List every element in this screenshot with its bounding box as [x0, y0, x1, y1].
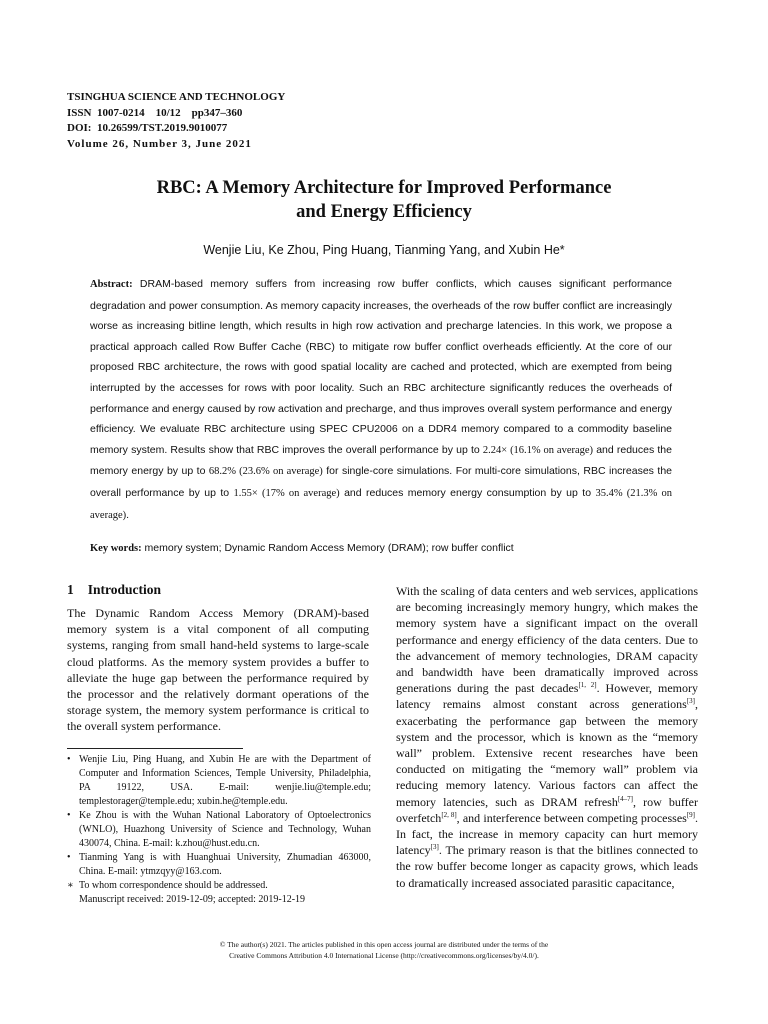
intro-right-text-5: , and interference between competing processes	[456, 810, 687, 825]
intro-right-text-3: , exacerbating the performance gap between the memory system and the processor, which is known as the “memory wall” problem. Extensive recent researches have been conducted on mitigating the “memory wall” problem via reducing memory latency. Various factors can affect the memory latencies, such as DRAM refresh	[396, 697, 698, 809]
abstract-value-2: 68.2% (23.6% on average)	[208, 466, 323, 478]
license-notice	[67, 939, 701, 961]
journal-doi: DOI: 10.26599/TST.2019.9010077	[67, 122, 228, 134]
footnote-marker: ∗	[67, 880, 74, 891]
intro-right-text-6: . In fact, the increase in memory capacity can hurt memory latency	[396, 810, 698, 858]
abstract-text-4: and reduces memory energy consumption by up to	[339, 486, 596, 499]
citation-5: [9]	[686, 810, 695, 819]
intro-right-text-2: . However, memory latency remains almost constant across generations	[396, 681, 698, 712]
keywords-label: Key words:	[90, 543, 142, 554]
abstract-text-1: DRAM-based memory suffers from increasing row buffer conflicts, which causes significant performance degradation and power consumption. As memory capacity increases, the overheads of the row buffer conflict are increasingly worse as increasing bitline length, which results in high row activation and precharge latencies. In this work, we propose a practical approach called Row Buffer Cache (RBC) to mitigate row buffer conflict overheads efficiently. At the core of our proposed RBC architecture, the rows with good spatial locality are cached and protected, which are exempted from being interrupted by the accesses for rows with poor locality. Such an RBC architecture significantly reduces the overheads of performance and energy caused by row activation and precharge, and thus improves overall system performance and energy efficiency. We evaluate RBC architecture using SPEC CPU2006 on a DDR4 memory compared to a commodity baseline memory system. Results show that RBC improves the overall performance by up to	[90, 278, 672, 456]
footnote-item	[67, 851, 371, 879]
footnote-text: Ke Zhou is with the Wuhan National Laboratory of Optoelectronics (WNLO), Huazhong University of Science and Technology, Wuhan 430074, China. E-mail: k.zhou@hust.edu.cn.	[79, 810, 371, 849]
footnote-text: To whom correspondence should be addressed.	[79, 880, 268, 891]
footnote-marker: •	[67, 852, 71, 863]
license-line-1: © The author(s) 2021. The articles published in this open access journal are distributed under the terms of the	[219, 940, 549, 949]
abstract-text-3: for single-core simulations. For multi-core simulations, RBC increases the overall performance by up to	[90, 465, 672, 499]
journal-header	[67, 90, 285, 152]
paper-title-line-2: and Energy Efficiency	[296, 202, 472, 222]
footnote-marker: •	[67, 754, 71, 765]
paper-title-line-1: RBC: A Memory Architecture for Improved Performance	[156, 178, 612, 198]
license-line-2: Creative Commons Attribution 4.0 International License (http://creativecommons.org/licenses/by/4.0/).	[229, 951, 539, 960]
section-number: 1	[67, 582, 74, 597]
intro-right-text-4: , row buffer overfetch	[396, 794, 698, 825]
footnote-text: Tianming Yang is with Huanghuai University, Zhumadian 463000, China. E-mail: ytmzqyy@163.com.	[79, 852, 371, 877]
abstract-value-1: 2.24× (16.1% on average)	[482, 444, 594, 456]
abstract-value-4: 35.4% (21.3% on average)	[90, 487, 672, 521]
footnote-item	[67, 753, 371, 809]
abstract	[90, 274, 672, 526]
paper-title	[67, 176, 701, 224]
abstract-value-3: 1.55× (17% on average)	[233, 487, 340, 499]
citation-2: [3]	[686, 697, 695, 706]
intro-right-column	[396, 583, 698, 891]
journal-name: TSINGHUA SCIENCE AND TECHNOLOGY	[67, 91, 286, 103]
intro-left-column: The Dynamic Random Access Memory (DRAM)-based memory system is a vital component of all computing systems, ranging from small hand-held systems to large-scale cloud platforms. As the memory system provides a buffer to alleviate the huge gap between the performance required by the processor and the relatively dormant operations of the storage system, the memory system performance is critical to the overall system performance.	[67, 606, 369, 734]
abstract-text-2: and reduces the memory energy by up to	[90, 443, 672, 478]
footnote-item	[67, 879, 371, 893]
citation-3: [4–7]	[617, 794, 634, 803]
section-heading	[67, 582, 161, 598]
abstract-text-5: .	[126, 508, 130, 521]
keywords	[90, 542, 690, 554]
intro-right-text-1: With the scaling of data centers and web services, applications are becoming increasingly memory hungry, which makes the memory system have a significant impact on the overall performance and energy efficiency of the data centers. Due to the advancement of memory technologies, DRAM capacity and bandwidth have been dramatically improved across generations during the past decades	[396, 584, 698, 696]
citation-1: [1, 2]	[578, 681, 597, 690]
journal-volume: Volume 26, Number 3, June 2021	[67, 137, 252, 150]
abstract-label: Abstract:	[90, 279, 133, 290]
section-title: Introduction	[87, 582, 162, 597]
citation-4: [2, 8]	[441, 810, 457, 819]
author-list: Wenjie Liu, Ke Zhou, Ping Huang, Tianming Yang, and Xubin He*	[203, 243, 565, 257]
footnote-item	[67, 809, 371, 851]
footnote-divider	[67, 748, 243, 749]
intro-right-text-7: . The primary reason is that the bitlines connected to the row buffer become longer as capacity grows, which leads to dramatically increased associated parasitic capacitance,	[396, 843, 698, 890]
footnote-text: Manuscript received: 2019-12-09; accepted: 2019-12-19	[79, 894, 306, 905]
footnotes	[67, 753, 371, 907]
footnote-marker: •	[67, 810, 71, 821]
journal-issn: ISSN 1007-0214 10/12 pp347–360	[67, 106, 243, 119]
keywords-text: memory system; Dynamic Random Access Memory (DRAM); row buffer conflict	[144, 542, 514, 554]
footnote-item	[67, 893, 371, 907]
citation-6: [3]	[430, 843, 439, 852]
footnote-text: Wenjie Liu, Ping Huang, and Xubin He are with the Department of Computer and Information Sciences, Temple University, Philadelphia, PA 19122, USA. E-mail: wenjie.liu@temple.edu; templestorager@temple.edu; xubin.he@temple.edu.	[79, 754, 371, 807]
